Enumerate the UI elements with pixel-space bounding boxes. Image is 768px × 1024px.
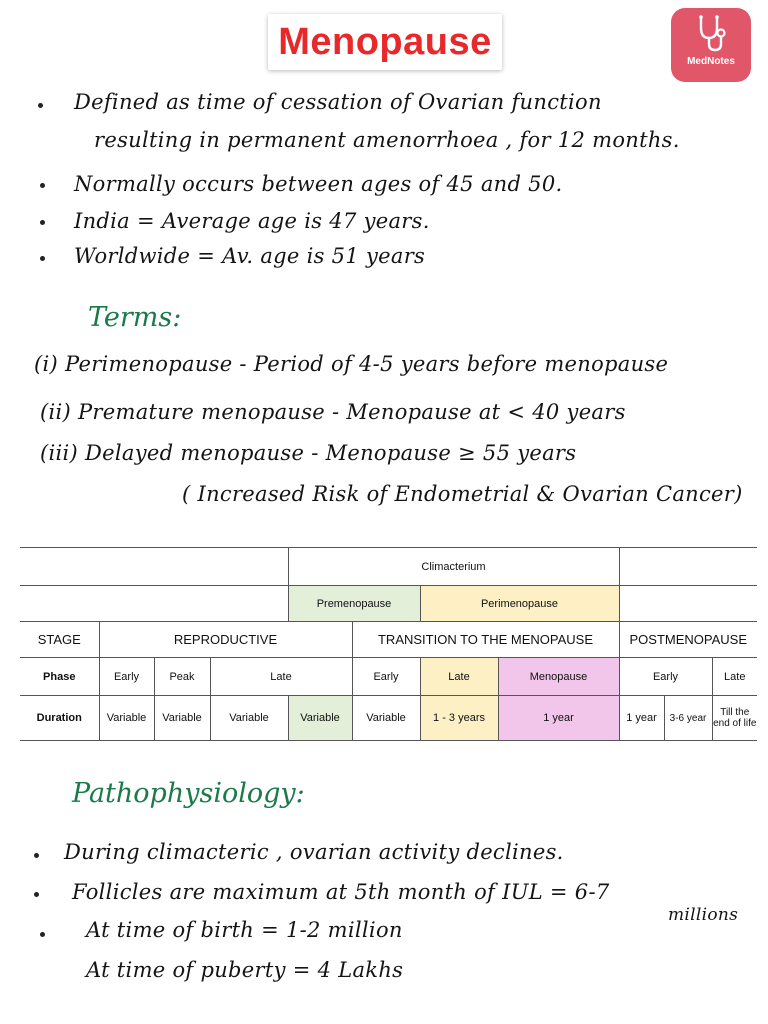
pathophysiology-item: At time of birth = 1-2 million	[86, 918, 403, 942]
title-box	[268, 14, 502, 70]
phase-cell: Late	[420, 658, 498, 696]
stage-postmenopause: POSTMENOPAUSE	[619, 622, 757, 658]
phase-cell: Late	[712, 658, 757, 696]
duration-cell: 3-6 year	[664, 696, 712, 741]
duration-cell: Variable	[352, 696, 420, 741]
stage-label: STAGE	[20, 622, 99, 658]
bullet-dot	[40, 932, 45, 937]
duration-cell: 1 year	[498, 696, 619, 741]
fact-item: Normally occurs between ages of 45 and 50.	[74, 172, 563, 196]
phase-row	[20, 658, 757, 696]
phase-cell: Late	[210, 658, 352, 696]
term-note: ( Increased Risk of Endometrial & Ovarian Cancer)	[182, 482, 743, 506]
bullet-dot	[34, 892, 39, 897]
phase-cell: Peak	[154, 658, 210, 696]
page-title: Menopause	[278, 20, 492, 63]
term-item: (iii) Delayed menopause - Menopause ≥ 55 years	[40, 441, 577, 465]
empty-cell	[20, 548, 288, 586]
stethoscope-icon	[693, 14, 729, 54]
definition-line-1: Defined as time of cessation of Ovarian function	[74, 90, 602, 114]
logo-label: MedNotes	[687, 56, 735, 67]
duration-cell: Variable	[154, 696, 210, 741]
phase-cell: Early	[99, 658, 154, 696]
duration-cell: 1 year	[619, 696, 664, 741]
definition-line-2: resulting in permanent amenorrhoea , for 12 months.	[94, 128, 680, 152]
term-item: (i) Perimenopause - Period of 4-5 years before menopause	[34, 352, 669, 376]
perimenopause-cell: Perimenopause	[420, 586, 619, 622]
climacterium-cell: Climacterium	[288, 548, 619, 586]
empty-cell	[619, 586, 757, 622]
empty-cell	[619, 548, 757, 586]
empty-cell	[20, 586, 288, 622]
bullet-dot	[38, 103, 43, 108]
premenopause-cell: Premenopause	[288, 586, 420, 622]
bullet-dot	[40, 220, 45, 225]
phase-label: Phase	[20, 658, 99, 696]
pathophysiology-item: During climacteric , ovarian activity declines.	[64, 840, 564, 864]
duration-cell: Variable	[210, 696, 288, 741]
pathophysiology-item: At time of puberty = 4 Lakhs	[86, 958, 404, 982]
stage-row	[20, 622, 757, 658]
phase-cell: Menopause	[498, 658, 619, 696]
menopause-stages-table	[20, 547, 757, 741]
fact-item: India = Average age is 47 years.	[74, 209, 430, 233]
terms-heading: Terms:	[88, 302, 182, 333]
duration-cell: 1 - 3 years	[420, 696, 498, 741]
bullet-dot	[34, 853, 39, 858]
term-item: (ii) Premature menopause - Menopause at < 40 years	[40, 400, 626, 424]
pathophysiology-item: Follicles are maximum at 5th month of IUL = 6-7	[72, 880, 610, 904]
stage-reproductive: REPRODUCTIVE	[99, 622, 352, 658]
climacterium-row	[20, 548, 757, 586]
mednotes-logo	[671, 8, 751, 82]
duration-row	[20, 696, 757, 741]
duration-cell: Variable	[99, 696, 154, 741]
duration-label: Duration	[20, 696, 99, 741]
fact-item: Worldwide = Av. age is 51 years	[74, 244, 426, 268]
phase-cell: Early	[352, 658, 420, 696]
bullet-dot	[40, 183, 45, 188]
stage-transition: TRANSITION TO THE MENOPAUSE	[352, 622, 619, 658]
phase-cell: Early	[619, 658, 712, 696]
period-row	[20, 586, 757, 622]
duration-cell: Variable	[288, 696, 352, 741]
pathophysiology-heading: Pathophysiology:	[72, 778, 305, 809]
duration-cell: Till the end of life	[712, 696, 757, 741]
bullet-dot	[40, 256, 45, 261]
pathophysiology-item-continued: millions	[668, 905, 739, 925]
